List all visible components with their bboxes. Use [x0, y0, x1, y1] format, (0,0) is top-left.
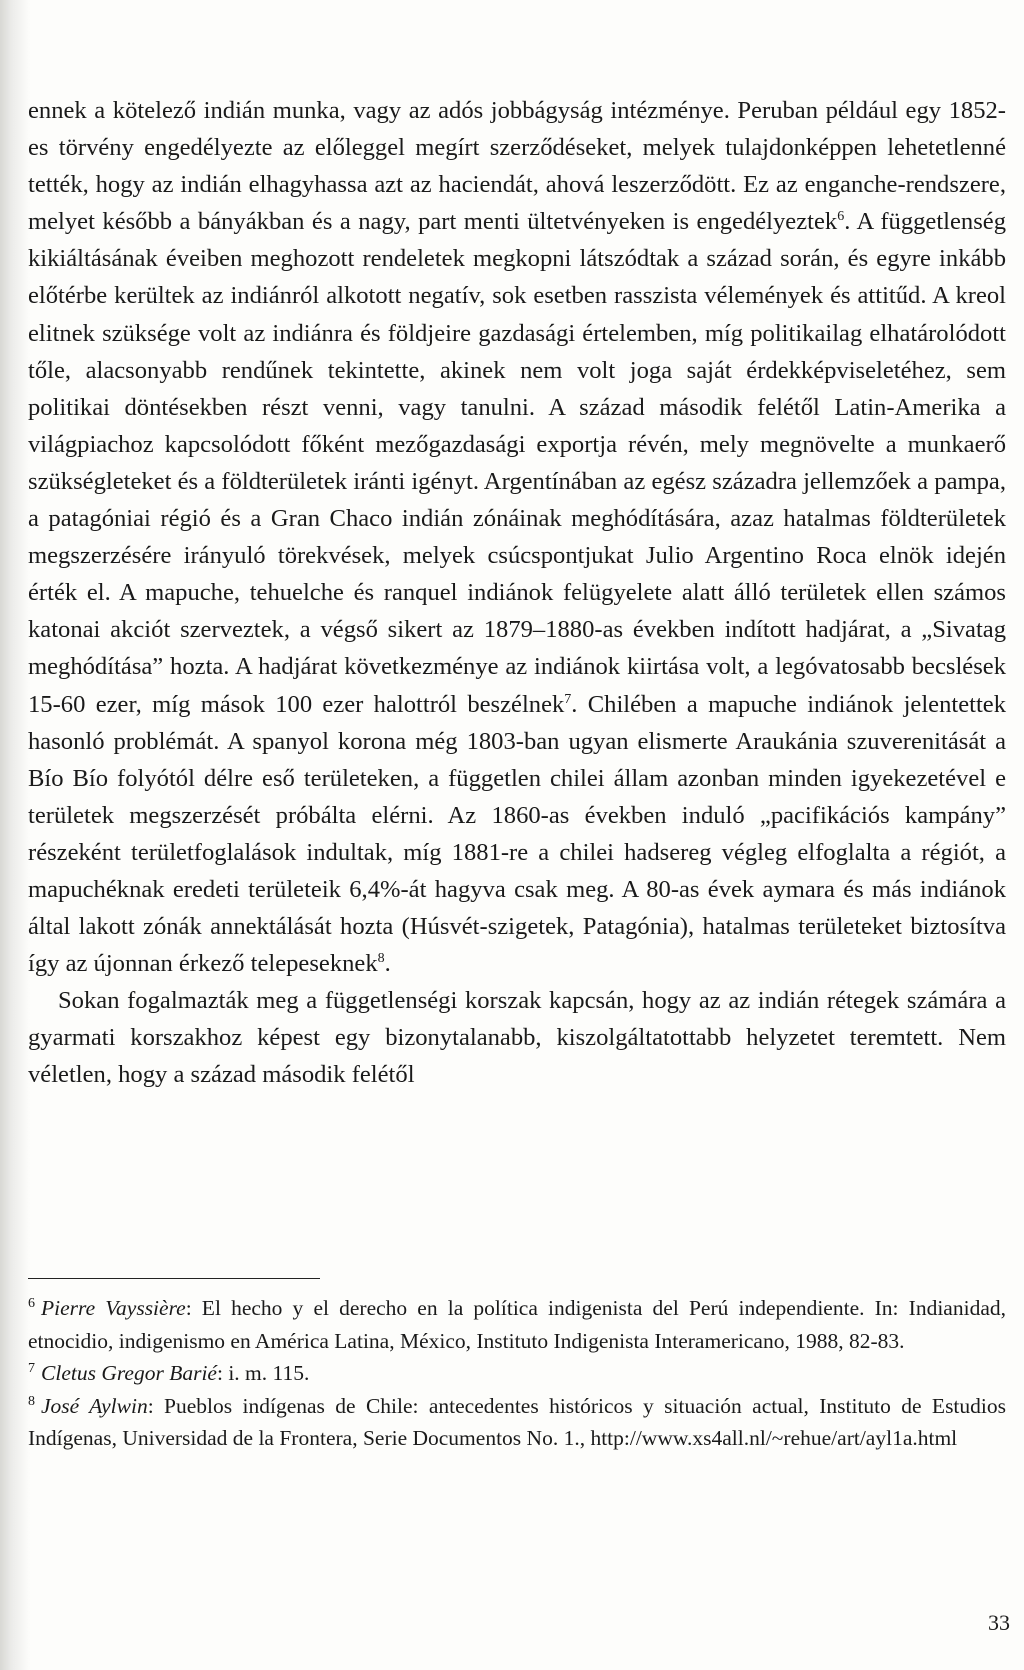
page-body	[28, 92, 1006, 1094]
footnotes	[28, 1292, 1006, 1455]
footnote-ref-8[interactable]: 8	[377, 950, 385, 966]
body-text	[28, 92, 1006, 1094]
footnote-ref-6[interactable]: 6	[837, 209, 845, 225]
footnote-author: Cletus Gregor Barié	[41, 1361, 217, 1386]
footnote-ref-7[interactable]: 7	[564, 691, 572, 707]
paragraph-2	[28, 982, 1006, 1093]
footnote-divider	[28, 1278, 320, 1279]
footnote-number: 8	[28, 1393, 35, 1409]
footnote-8	[28, 1390, 1006, 1455]
text-segment: . Chilében a mapuche indiánok jelentettek hasonló problémát. A spanyol korona még 1803-ban ugyan elismerte Araukánia szuverenitását a Bío Bío folyótól délre eső területeken, a független chilei állam azonban minden igyekezetével e területek megszerzését próbálta elérni. Az 1860-as években induló „pacifikációs kampány” részeként területfoglalások indultak, míg 1881-re a chilei hadsereg végleg elfoglalta a régiót, a mapuchéknak eredeti területeik 6,4%-át hagyva csak meg. A 80-as évek aymara és más indiánok által lakott zónák annektálását hozta (Húsvét-szigetek, Patagónia), hatalmas területeket biztosítva így az újonnan érkező telepeseknek	[28, 690, 1006, 978]
footnote-text: : i. m. 115.	[216, 1361, 310, 1386]
footnote-author: Pierre Vayssière	[41, 1296, 186, 1320]
scan-edge-shadow	[0, 0, 30, 1670]
footnote-text: : El hecho y el derecho en la política indigenista del Perú independiente. In: Indianidad, etnocidio, indigenismo en América Latina, México, Instituto Indigenista Interamericano, 1988, 82-83.	[28, 1296, 1006, 1353]
page-number: 33	[988, 1610, 1010, 1635]
footnote-text: : Pueblos indígenas de Chile: antecedentes históricos y situación actual, Instituto de Estudios Indígenas, Universidad de la Frontera, Serie Documentos No. 1., http://www.xs4all.nl/~rehue/art/ayl1a.html	[28, 1393, 1006, 1451]
footnote-number: 6	[28, 1295, 35, 1311]
footnote-number: 7	[28, 1361, 35, 1377]
footnote-7	[28, 1357, 1006, 1390]
text-segment: .	[384, 950, 391, 978]
footnote-6	[28, 1292, 1006, 1357]
paragraph-1	[28, 92, 1006, 982]
text-segment: Sokan fogalmazták meg a függetlenségi korszak kapcsán, hogy az az indián rétegek számára a gyarmati korszakhoz képest egy bizonytalanabb, kiszolgáltatottabb helyzetet teremtett. Nem véletlen, hogy a század második felétől	[28, 987, 1006, 1089]
footnote-author: José Aylwin	[41, 1393, 148, 1418]
text-segment: ennek a kötelező indián munka, vagy az adós jobbágyság intézménye. Peruban például egy 1852-es törvény engedélyezte az előleggel megírt szerződéseket, melyek tulajdonképpen lehetetlenné tették, hogy az indián elhagyhassa azt az haciendát, ahová leszerződött. Ez az enganche-rendszere, melyet később a bányákban és a nagy, part menti ültetvényeken is engedélyeztek	[28, 97, 1006, 236]
text-segment: . A függetlenség kikiáltásának éveiben meghozott rendeletek megkopni látszódtak a század során, és egyre inkább előtérbe kerültek az indiánról alkotott negatív, sok esetben rasszista vélemények és attitűd. A kreol elitnek szüksége volt az indiánra és földjeire gazdasági értelemben, míg politikailag elhatárolódott tőle, alacsonyabb rendűnek tekintette, akinek nem volt joga saját érdekképviseletéhez, sem politikai döntésekben részt venni, vagy tanulni. A század második felétől Latin-Amerika a világpiachoz kapcsolódott főként mezőgazdasági exportja révén, mely megnövelte a munkaerő szükségleteket és a földterületek iránti igényt. Argentínában az egész századra jellemzőek a pampa, a patagóniai régió és a Gran Chaco indián zónáinak meghódítására, azaz hatalmas földterületek megszerzésére irányuló törekvések, melyek csúcspontjukat Julio Argentino Roca elnök idején érték el. A mapuche, tehuelche és ranquel indiánok felügyelete alatt álló területek ellen számos katonai akciót szerveztek, a végső sikert az 1879–1880-as években indított hadjárat, a „Sivatag meghódítása” hozta. A hadjárat következménye az indiánok kiirtása volt, a legóvatosabb becslések 15-60 ezer, míg mások 100 ezer halottról beszélnek	[28, 208, 1006, 718]
